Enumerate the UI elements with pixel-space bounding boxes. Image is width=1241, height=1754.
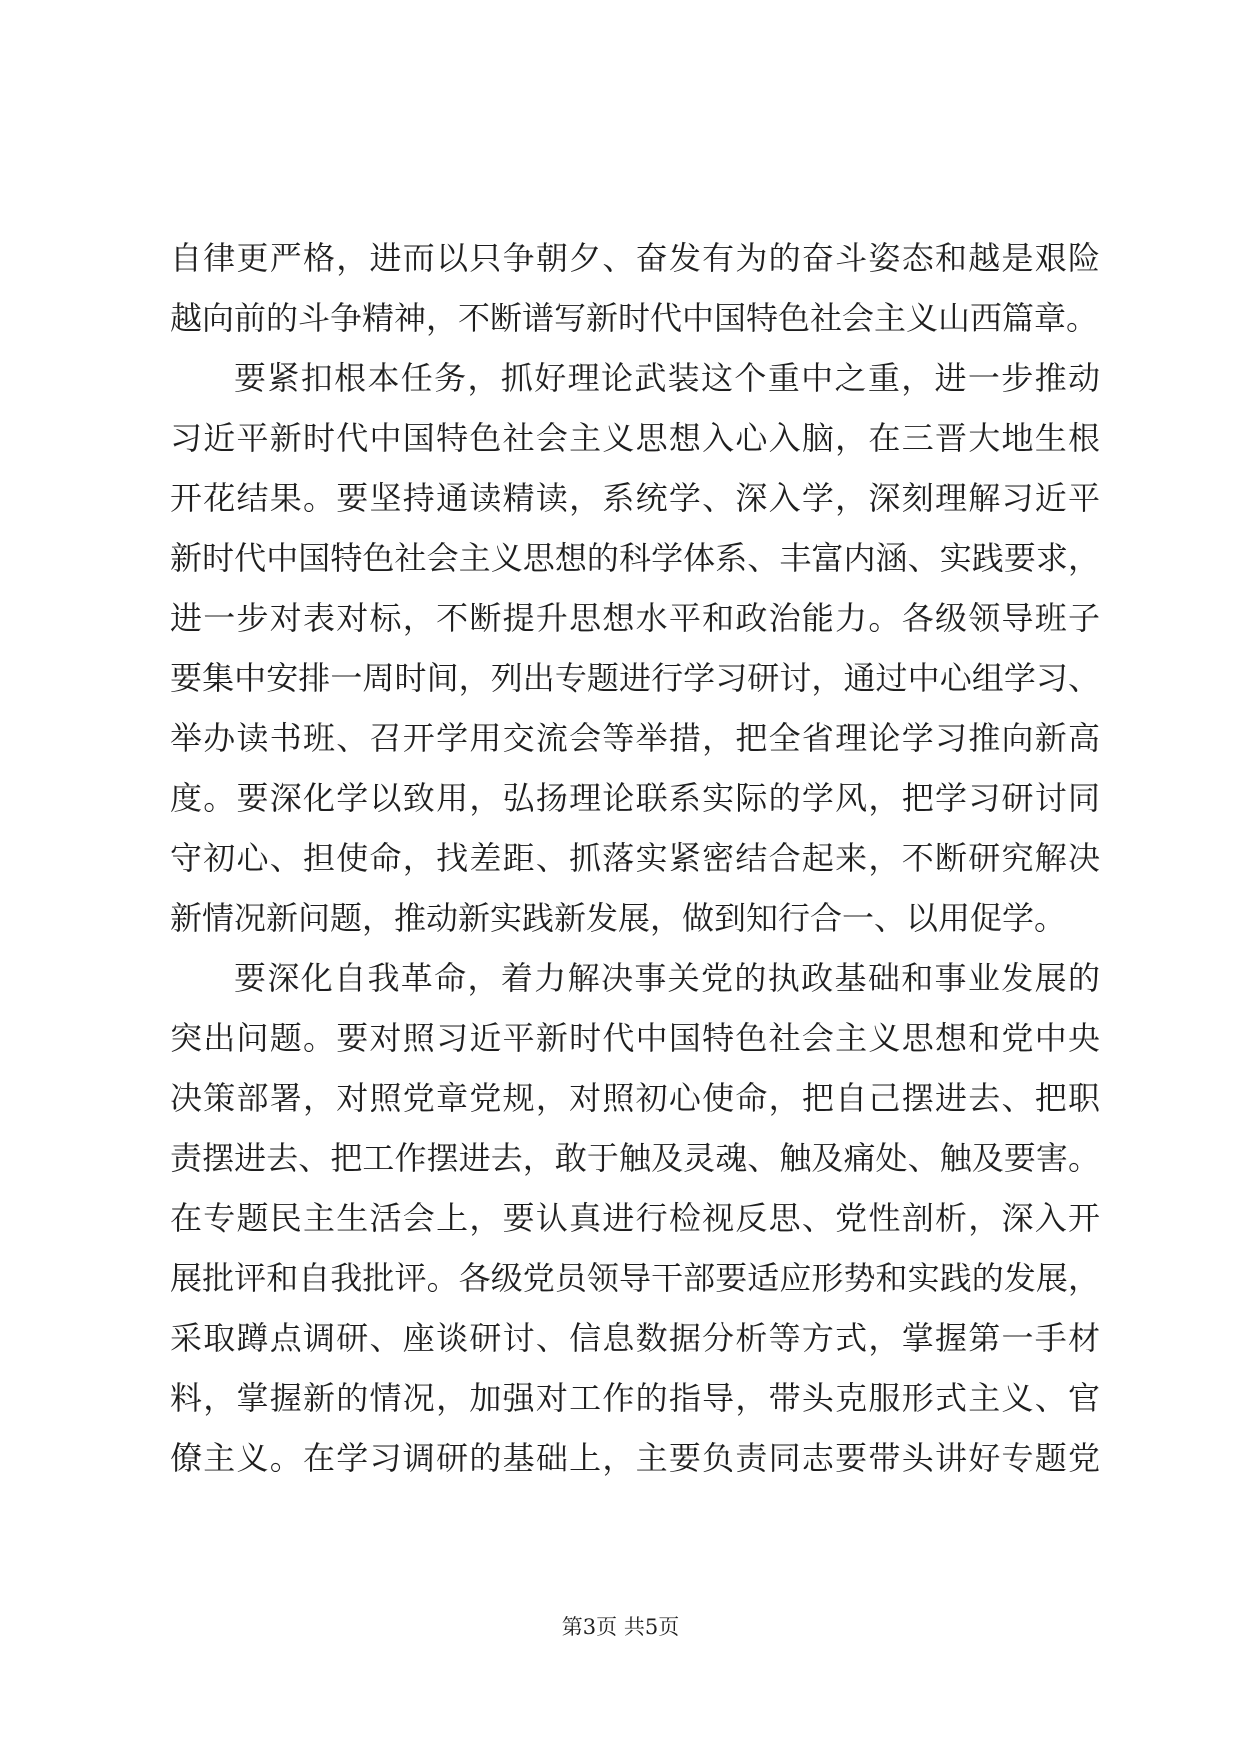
text-line: 要集中安排一周时间，列出专题进行学习研讨，通过中心组学习、	[170, 659, 1100, 697]
text-line: 举办读书班、召开学用交流会等举措，把全省理论学习推向新高	[170, 719, 1100, 757]
text-line: 自律更严格，进而以只争朝夕、奋发有为的奋斗姿态和越是艰险	[170, 239, 1100, 277]
text-line: 要深化自我革命，着力解决事关党的执政基础和事业发展的	[234, 959, 1100, 997]
text-line: 开花结果。要坚持通读精读，系统学、深入学，深刻理解习近平	[170, 479, 1100, 517]
text-line: 在专题民主生活会上，要认真进行检视反思、党性剖析，深入开	[170, 1199, 1100, 1237]
text-line: 责摆进去、把工作摆进去，敢于触及灵魂、触及痛处、触及要害。	[170, 1139, 1100, 1177]
text-line: 决策部署，对照党章党规，对照初心使命，把自己摆进去、把职	[170, 1079, 1100, 1117]
text-line: 越向前的斗争精神，不断谱写新时代中国特色社会主义山西篇章。	[170, 299, 1099, 337]
text-line: 习近平新时代中国特色社会主义思想入心入脑，在三晋大地生根	[170, 419, 1100, 457]
text-line: 新时代中国特色社会主义思想的科学体系、丰富内涵、实践要求，	[170, 539, 1100, 577]
text-line: 新情况新问题，推动新实践新发展，做到知行合一、以用促学。	[170, 899, 1067, 937]
text-line: 僚主义。在学习调研的基础上，主要负责同志要带头讲好专题党	[170, 1439, 1100, 1477]
text-line: 进一步对表对标，不断提升思想水平和政治能力。各级领导班子	[170, 599, 1100, 637]
text-line: 突出问题。要对照习近平新时代中国特色社会主义思想和党中央	[170, 1019, 1100, 1057]
text-line: 料，掌握新的情况，加强对工作的指导，带头克服形式主义、官	[170, 1379, 1100, 1417]
text-line: 度。要深化学以致用，弘扬理论联系实际的学风，把学习研讨同	[170, 779, 1100, 817]
text-line: 要紧扣根本任务，抓好理论武装这个重中之重，进一步推动	[234, 359, 1100, 397]
text-line: 展批评和自我批评。各级党员领导干部要适应形势和实践的发展，	[170, 1259, 1100, 1297]
page-footer: 第3页 共5页	[561, 1615, 680, 1639]
text-line: 守初心、担使命，找差距、抓落实紧密结合起来，不断研究解决	[170, 839, 1100, 877]
body-text	[170, 228, 1100, 1488]
text-line: 采取蹲点调研、座谈研讨、信息数据分析等方式，掌握第一手材	[170, 1319, 1100, 1357]
